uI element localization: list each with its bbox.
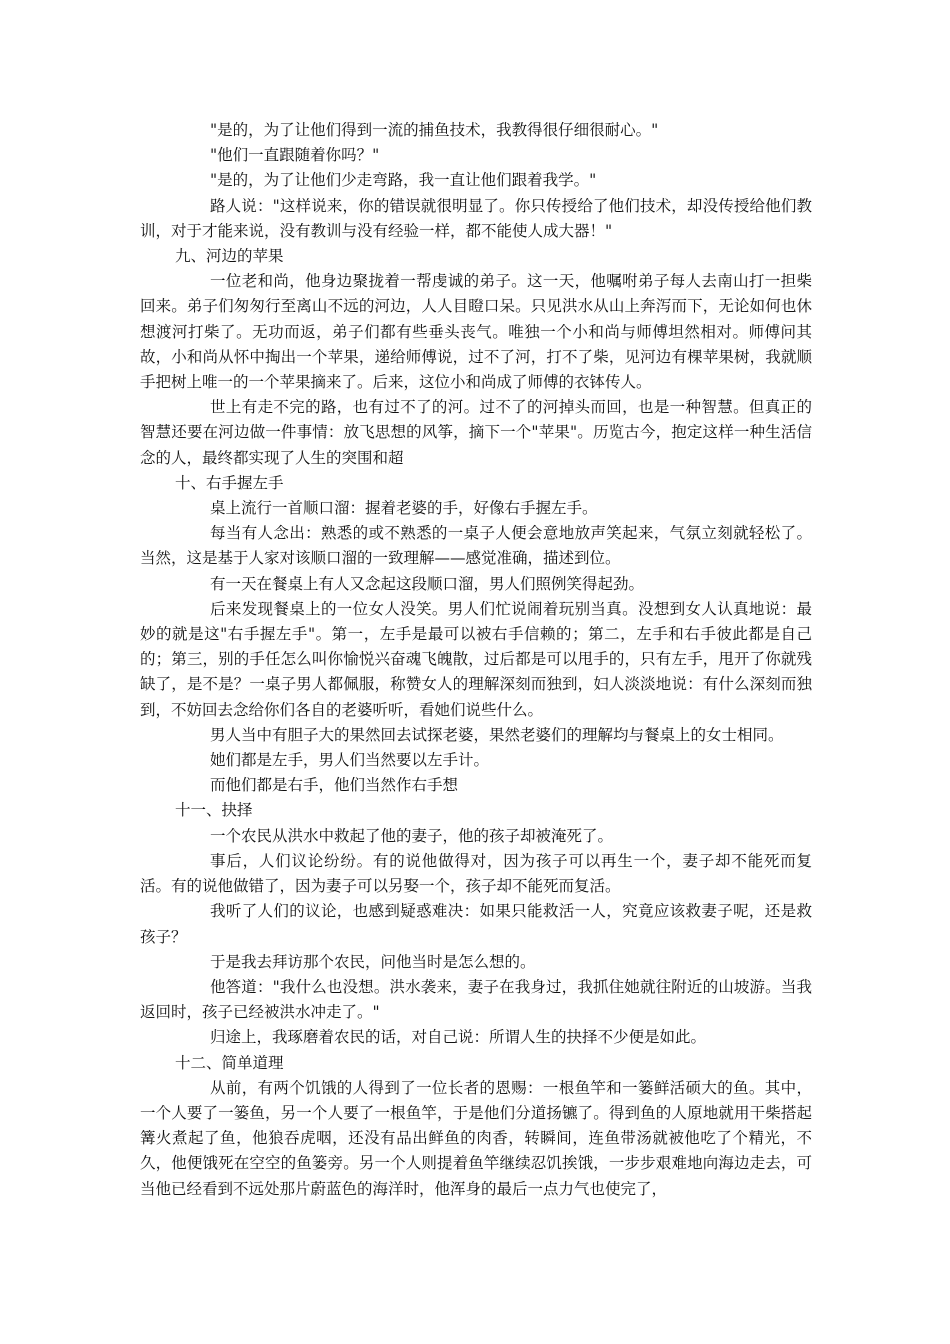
body-paragraph: 事后，人们议论纷纷。有的说他做得对，因为孩子可以再生一个，妻子却不能死而复活。有的说他做错了，因为妻子可以另娶一个，孩子却不能死而复活。 (140, 851, 812, 896)
section-heading: 九、河边的苹果 (175, 247, 284, 266)
body-paragraph: 于是我去拜访那个农民，问他当时是怎么想的。 (210, 952, 536, 971)
body-paragraph: 她们都是左手，男人们当然要以左手计。 (210, 751, 490, 770)
body-paragraph: "他们一直跟随着你吗？" (210, 146, 380, 165)
section-heading: 十、右手握左手 (175, 473, 284, 492)
body-paragraph: 而他们都是右手，他们当然作右手想 (210, 776, 459, 795)
body-paragraph: 桌上流行一首顺口溜：握着老婆的手，好像右手握左手。 (210, 499, 598, 518)
body-paragraph: 路人说："这样说来，你的错误就很明显了。你只传授给了他们技术，却没传授给他们教训，对于才能来说，没有教训与没有经验一样，都不能使人成大器！" (140, 196, 812, 240)
body-paragraph: 每当有人念出：熟悉的或不熟悉的一桌子人便会意地放声笑起来，气氛立刻就轻松了。当然，这是基于人家对该顺口溜的一致理解——感觉准确，描述到位。 (140, 524, 812, 568)
body-paragraph: 一个农民从洪水中救起了他的妻子，他的孩子却被淹死了。 (210, 826, 614, 845)
body-paragraph: 有一天在餐桌上有人又念起这段顺口溜，男人们照例笑得起劲。 (210, 574, 645, 593)
body-paragraph: "是的，为了让他们少走弯路，我一直让他们跟着我学。" (210, 171, 597, 190)
section-heading: 十二、简单道理 (175, 1053, 284, 1072)
body-paragraph: 我听了人们的议论，也感到疑惑难决：如果只能救活一人，究竟应该救妻子呢，还是救孩子？ (140, 902, 812, 946)
body-paragraph: 世上有走不完的路，也有过不了的河。过不了的河掉头而回，也是一种智慧。但真正的智慧还要在河边做一件事情：放飞思想的风筝，摘下一个"苹果"。历览古今，抱定这样一种生活信念的人，最终都实现了人生的突围和超 (140, 398, 812, 467)
body-paragraph: "是的，为了让他们得到一流的捕鱼技术，我教得很仔细很耐心。" (210, 121, 659, 139)
body-paragraph: 后来发现餐桌上的一位女人没笑。男人们忙说闹着玩别当真。没想到女人认真地说：最妙的就是这"右手握左手"。第一，左手是最可以被右手信赖的；第二，左手和右手彼此都是自己的；第三，别的手任怎么叫你愉悦兴奋魂飞魄散，过后都是可以甩手的，只有左手，甩开了你就残缺了，是不是？一桌子男人都佩服，称赞女人的理解深刻而独到，妇人淡淡地说：有什么深刻而独到，不妨回去念给你们各自的老婆听听，看她们说些什么。 (140, 599, 812, 719)
body-paragraph: 归途上，我琢磨着农民的话，对自己说：所谓人生的抉择不少便是如此。 (210, 1028, 707, 1047)
body-paragraph: 他答道："我什么也没想。洪水袭来，妻子在我身过，我抓住她就往附近的山坡游。当我返回时，孩子已经被洪水冲走了。" (140, 977, 812, 1022)
body-paragraph: 一位老和尚，他身边聚拢着一帮虔诚的弟子。这一天，他嘱咐弟子每人去南山打一担柴回来。弟子们匆匆行至离山不远的河边，人人目瞪口呆。只见洪水从山上奔泻而下，无论如何也休想渡河打柴了。无功而返，弟子们都有些垂头丧气。唯独一个小和尚与师傅坦然相对。师傅问其故，小和尚从怀中掏出一个苹果，递给师傅说，过不了河，打不了柴，见河边有棵苹果树，我就顺手把树上唯一的一个苹果摘来了。后来，这位小和尚成了师傅的衣钵传人。 (140, 272, 812, 392)
body-paragraph: 从前，有两个饥饿的人得到了一位长者的恩赐：一根鱼竿和一篓鲜活硕大的鱼。其中，一个人要了一篓鱼，另一个人要了一根鱼竿，于是他们分道扬镳了。得到鱼的人原地就用干柴搭起篝火煮起了鱼，他狼吞虎咽，还没有品出鲜鱼的肉香，转瞬间，连鱼带汤就被他吃了个精光，不久，他便饿死在空空的鱼篓旁。另一个人则提着鱼竿继续忍饥挨饿，一步步艰难地向海边走去，可当他已经看到不远处那片蔚蓝色的海洋时，他浑身的最后一点力气也使完了， (140, 1078, 812, 1198)
document-body (140, 118, 812, 1202)
section-heading: 十一、抉择 (175, 801, 253, 820)
body-paragraph: 男人当中有胆子大的果然回去试探老婆，果然老婆们的理解均与餐桌上的女士相同。 (210, 725, 784, 744)
